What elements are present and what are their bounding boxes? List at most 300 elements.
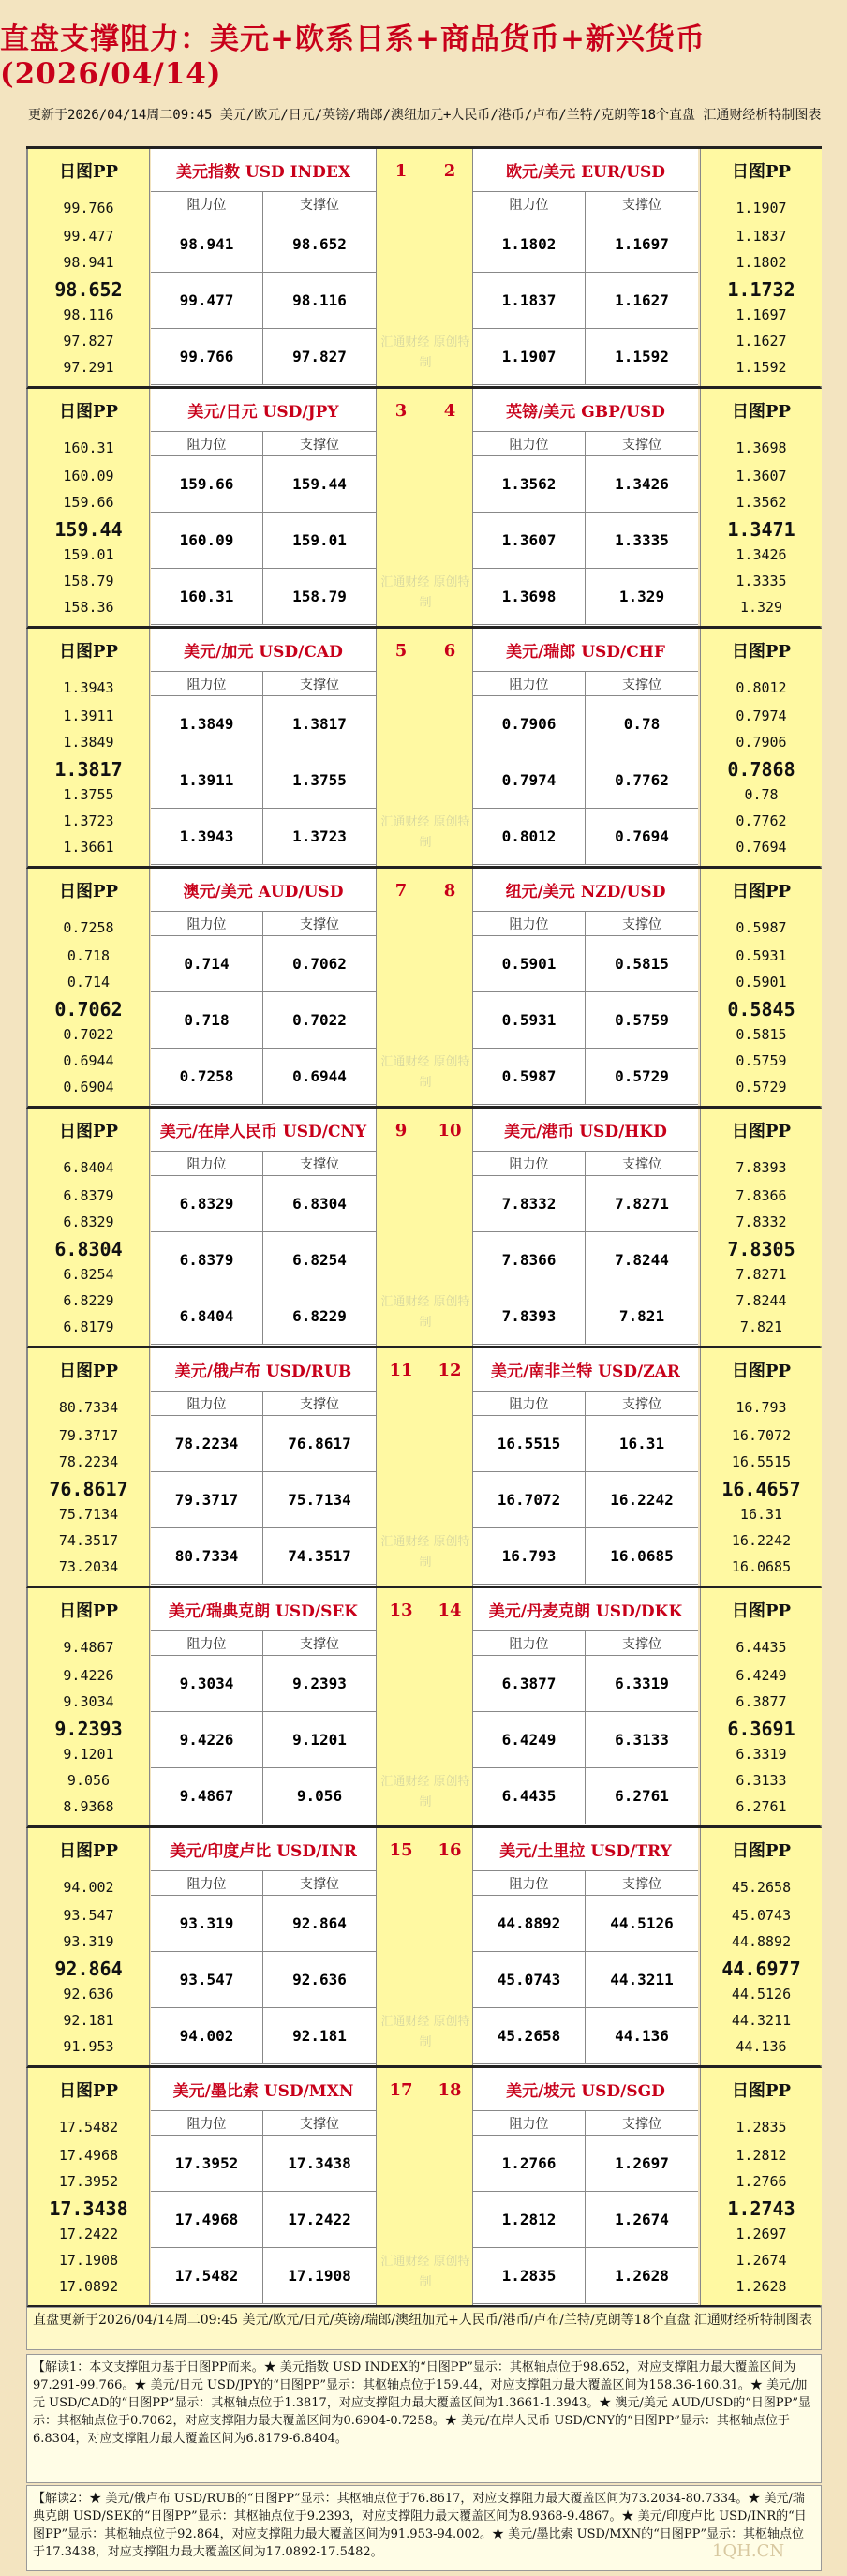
block-number-column xyxy=(376,1828,473,2065)
pp-level: 7.8271 xyxy=(736,1266,787,1283)
pp-level: 0.5987 xyxy=(736,919,787,936)
pp-level: 92.636 xyxy=(63,1986,114,2003)
resistance-value: 79.3717 xyxy=(151,1472,263,1528)
watermark-text: 汇通财经 原创特制 xyxy=(380,335,470,370)
support-value: 6.3133 xyxy=(586,1712,698,1768)
resistance-value: 6.3877 xyxy=(473,1656,586,1712)
support-value: 1.2674 xyxy=(586,2192,698,2248)
resistance-value: 1.2766 xyxy=(473,2136,586,2192)
pair-title: 英镑/美元 GBP/USD xyxy=(473,389,698,432)
pp-level: 73.2034 xyxy=(58,1558,119,1575)
support-header: 支撑位 xyxy=(586,192,698,216)
support-header: 支撑位 xyxy=(586,2111,698,2136)
support-value: 7.821 xyxy=(586,1288,698,1345)
pp-level: 98.941 xyxy=(63,254,114,271)
update-info: 更新于2026/04/14周二09:45 美元/欧元/日元/英镑/瑞郎/澳纽加元+人民币/港币/卢布/兰特/克朗等18个直盘 汇通财经析特制图表 xyxy=(28,108,822,123)
support-value: 16.0685 xyxy=(586,1528,698,1585)
pp-header: 日图PP xyxy=(731,2081,792,2101)
block-number: 13 xyxy=(389,1600,413,1620)
resistance-value: 0.7974 xyxy=(473,752,586,809)
pp-level: 1.3426 xyxy=(736,546,787,563)
resistance-header: 阻力位 xyxy=(473,1152,586,1176)
resistance-value: 6.4249 xyxy=(473,1712,586,1768)
block-number-column xyxy=(376,149,473,386)
pp-level: 6.4435 xyxy=(736,1639,787,1656)
pp-level: 1.2697 xyxy=(736,2226,787,2242)
support-value: 98.652 xyxy=(263,216,376,273)
daily-pp-column xyxy=(28,869,150,1106)
resistance-value: 1.3562 xyxy=(473,456,586,513)
support-header: 支撑位 xyxy=(263,1392,376,1416)
pp-level: 16.793 xyxy=(736,1399,787,1416)
level-table xyxy=(473,1828,698,2065)
resistance-value: 0.714 xyxy=(151,936,263,992)
support-value: 6.8304 xyxy=(263,1176,376,1232)
pp-level: 1.1907 xyxy=(736,200,787,216)
pair-title: 美元/港币 USD/HKD xyxy=(473,1109,698,1152)
pp-level: 0.5759 xyxy=(736,1052,787,1069)
pp-level: 159.01 xyxy=(63,546,114,563)
support-value: 17.3438 xyxy=(263,2136,376,2192)
pp-level: 17.4968 xyxy=(58,2147,119,2164)
pp-header: 日图PP xyxy=(58,1841,119,1861)
pp-level: 0.5729 xyxy=(736,1079,787,1095)
resistance-value: 9.4867 xyxy=(151,1768,263,1824)
resistance-value: 0.7258 xyxy=(151,1049,263,1105)
resistance-value: 9.4226 xyxy=(151,1712,263,1768)
support-value: 0.78 xyxy=(586,696,698,752)
block-number: 18 xyxy=(438,2079,462,2100)
pp-level: 1.3755 xyxy=(63,786,114,803)
pp-level: 0.6944 xyxy=(63,1052,114,1069)
resistance-value: 0.5901 xyxy=(473,936,586,992)
pair-block xyxy=(26,869,822,1109)
resistance-header: 阻力位 xyxy=(473,1871,586,1896)
support-value: 1.3817 xyxy=(263,696,376,752)
support-header: 支撑位 xyxy=(586,432,698,456)
block-number: 3 xyxy=(394,400,408,421)
support-value: 1.329 xyxy=(586,569,698,625)
pp-level: 0.7906 xyxy=(736,734,787,751)
level-table xyxy=(151,2068,376,2305)
support-value: 1.1697 xyxy=(586,216,698,273)
pp-level: 7.821 xyxy=(739,1318,783,1335)
pp-level: 93.547 xyxy=(63,1907,114,1924)
resistance-value: 16.793 xyxy=(473,1528,586,1585)
resistance-value: 1.3607 xyxy=(473,513,586,569)
support-value: 74.3517 xyxy=(263,1528,376,1585)
watermark-text: 汇通财经 原创特制 xyxy=(380,815,470,850)
pp-level: 1.3562 xyxy=(736,494,787,511)
pp-level: 0.78 xyxy=(744,786,779,803)
support-value: 158.79 xyxy=(263,569,376,625)
resistance-header: 阻力位 xyxy=(473,912,586,936)
resistance-value: 98.941 xyxy=(151,216,263,273)
resistance-value: 1.3911 xyxy=(151,752,263,809)
support-header: 支撑位 xyxy=(263,1871,376,1896)
resistance-header: 阻力位 xyxy=(473,192,586,216)
pp-level: 16.2242 xyxy=(731,1532,792,1549)
support-value: 44.136 xyxy=(586,2008,698,2064)
pair-title: 美元/南非兰特 USD/ZAR xyxy=(473,1348,698,1392)
level-table xyxy=(473,629,698,866)
pp-level: 6.3319 xyxy=(736,1746,787,1763)
pp-level: 158.79 xyxy=(63,573,114,589)
resistance-value: 7.8393 xyxy=(473,1288,586,1345)
pp-level: 97.291 xyxy=(63,359,114,376)
pair-title: 澳元/美元 AUD/USD xyxy=(151,869,376,912)
corner-watermark: 1QH.CN xyxy=(712,2541,785,2561)
level-table xyxy=(473,2068,698,2305)
pair-title: 美元/丹麦克朗 USD/DKK xyxy=(473,1588,698,1631)
resistance-value: 16.7072 xyxy=(473,1472,586,1528)
support-value: 92.636 xyxy=(263,1952,376,2008)
support-value: 7.8271 xyxy=(586,1176,698,1232)
pp-header: 日图PP xyxy=(58,2081,119,2101)
pp-level: 0.718 xyxy=(67,947,111,964)
pp-level: 45.2658 xyxy=(731,1879,792,1896)
pp-level: 6.8254 xyxy=(63,1266,114,1283)
pp-level: 9.1201 xyxy=(63,1746,114,1763)
pivot-point: 6.3691 xyxy=(727,1718,795,1740)
daily-pp-column xyxy=(700,1348,822,1586)
pp-level: 98.116 xyxy=(63,306,114,323)
resistance-value: 6.4435 xyxy=(473,1768,586,1824)
resistance-value: 17.5482 xyxy=(151,2248,263,2304)
pp-level: 17.0892 xyxy=(58,2278,119,2295)
pivot-point: 0.7868 xyxy=(727,758,795,781)
support-value: 17.1908 xyxy=(263,2248,376,2304)
resistance-value: 17.4968 xyxy=(151,2192,263,2248)
pp-level: 0.7974 xyxy=(736,707,787,724)
block-number-column xyxy=(376,629,473,866)
daily-pp-column xyxy=(700,2068,822,2305)
pp-level: 1.1592 xyxy=(736,359,787,376)
support-value: 0.5729 xyxy=(586,1049,698,1105)
support-value: 0.7022 xyxy=(263,992,376,1049)
resistance-value: 7.8332 xyxy=(473,1176,586,1232)
page-title: 直盘支撑阻力：美元+欧系日系+商品货币+新兴货币(2026/04/14) xyxy=(0,22,706,91)
watermark-text: 汇通财经 原创特制 xyxy=(380,2255,470,2289)
pp-level: 99.766 xyxy=(63,200,114,216)
daily-pp-column xyxy=(700,1588,822,1825)
resistance-value: 1.1837 xyxy=(473,273,586,329)
level-table xyxy=(151,1348,376,1586)
pp-level: 1.3698 xyxy=(736,439,787,456)
pp-level: 1.3943 xyxy=(63,679,114,696)
support-value: 0.5759 xyxy=(586,992,698,1049)
watermark-text: 汇通财经 原创特制 xyxy=(380,1535,470,1570)
pp-header: 日图PP xyxy=(731,1122,792,1141)
support-value: 9.2393 xyxy=(263,1656,376,1712)
pp-level: 80.7334 xyxy=(58,1399,119,1416)
resistance-value: 160.09 xyxy=(151,513,263,569)
pivot-grid xyxy=(26,146,822,2308)
pp-level: 16.7072 xyxy=(731,1427,792,1444)
pp-level: 0.8012 xyxy=(736,679,787,696)
pp-level: 1.2766 xyxy=(736,2173,787,2190)
support-value: 17.2422 xyxy=(263,2192,376,2248)
pp-level: 160.09 xyxy=(63,468,114,484)
pivot-point: 159.44 xyxy=(54,518,123,541)
block-number: 11 xyxy=(389,1360,413,1380)
level-table xyxy=(473,389,698,626)
support-header: 支撑位 xyxy=(586,912,698,936)
support-header: 支撑位 xyxy=(586,672,698,696)
daily-pp-column xyxy=(28,1109,150,1346)
pp-level: 9.056 xyxy=(67,1772,111,1789)
resistance-value: 1.2835 xyxy=(473,2248,586,2304)
level-table xyxy=(473,1348,698,1586)
pivot-point: 0.5845 xyxy=(727,998,795,1020)
support-value: 6.8254 xyxy=(263,1232,376,1288)
support-value: 1.3723 xyxy=(263,809,376,865)
pair-block xyxy=(26,1828,822,2068)
resistance-header: 阻力位 xyxy=(151,2111,263,2136)
pair-title: 美元/瑞郎 USD/CHF xyxy=(473,629,698,672)
daily-pp-column xyxy=(700,1109,822,1346)
block-number-column xyxy=(376,869,473,1106)
resistance-value: 78.2234 xyxy=(151,1416,263,1472)
support-value: 98.116 xyxy=(263,273,376,329)
block-number: 10 xyxy=(438,1120,462,1140)
block-number-column xyxy=(376,2068,473,2305)
support-value: 0.7062 xyxy=(263,936,376,992)
resistance-value: 45.2658 xyxy=(473,2008,586,2064)
support-value: 1.3426 xyxy=(586,456,698,513)
support-value: 16.2242 xyxy=(586,1472,698,1528)
pp-level: 6.8179 xyxy=(63,1318,114,1335)
pp-level: 44.5126 xyxy=(731,1986,792,2003)
pp-level: 9.4226 xyxy=(63,1667,114,1684)
resistance-value: 0.5931 xyxy=(473,992,586,1049)
resistance-value: 0.5987 xyxy=(473,1049,586,1105)
pp-header: 日图PP xyxy=(731,1601,792,1621)
pp-header: 日图PP xyxy=(731,1841,792,1861)
support-header: 支撑位 xyxy=(263,912,376,936)
resistance-header: 阻力位 xyxy=(151,1871,263,1896)
pivot-point: 98.652 xyxy=(54,278,123,301)
resistance-value: 99.766 xyxy=(151,329,263,385)
pp-header: 日图PP xyxy=(58,1122,119,1141)
support-value: 75.7134 xyxy=(263,1472,376,1528)
pair-title: 美元/瑞典克朗 USD/SEK xyxy=(151,1588,376,1631)
pp-level: 74.3517 xyxy=(58,1532,119,1549)
pp-level: 16.31 xyxy=(739,1506,783,1523)
pp-level: 160.31 xyxy=(63,439,114,456)
support-value: 0.7694 xyxy=(586,809,698,865)
resistance-value: 1.2812 xyxy=(473,2192,586,2248)
support-header: 支撑位 xyxy=(263,432,376,456)
pivot-point: 76.8617 xyxy=(49,1478,128,1500)
pp-level: 6.3133 xyxy=(736,1772,787,1789)
pair-title: 美元/墨比索 USD/MXN xyxy=(151,2068,376,2111)
pp-level: 93.319 xyxy=(63,1933,114,1950)
resistance-value: 1.1907 xyxy=(473,329,586,385)
pp-level: 94.002 xyxy=(63,1879,114,1896)
support-value: 159.01 xyxy=(263,513,376,569)
support-value: 44.3211 xyxy=(586,1952,698,2008)
pp-level: 44.8892 xyxy=(731,1933,792,1950)
pp-level: 45.0743 xyxy=(731,1907,792,1924)
pp-level: 7.8332 xyxy=(736,1214,787,1230)
block-number-column xyxy=(376,1109,473,1346)
level-table xyxy=(473,1588,698,1825)
pp-level: 16.0685 xyxy=(731,1558,792,1575)
support-value: 92.181 xyxy=(263,2008,376,2064)
pair-title: 美元/土里拉 USD/TRY xyxy=(473,1828,698,1871)
pp-level: 78.2234 xyxy=(58,1453,119,1470)
pp-level: 1.2835 xyxy=(736,2119,787,2136)
resistance-value: 44.8892 xyxy=(473,1896,586,1952)
commentary-1: 【解读1：本文支撑阻力基于日图PP而来。★ 美元指数 USD INDEX的“日图PP”显示：其枢轴点位于98.652，对应支撑阻力最大覆盖区间为97.291-99.766。★ 美元/日元 USD/JPY的“日图PP”显示：其枢轴点位于159.44，对应支撑阻力最大覆盖区间为158.36-160.31。★ 美元/加元 USD/CAD的“日图PP”显示：其枢轴点位于1.3817，对应支撑阻力最大覆盖区间为1.3661-1.3943。★ 澳元/美元 AUD/USD的“日图PP”显示：其枢轴点位于0.7062，对应支撑阻力最大覆盖区间为0.6904-0.7258。★ 美元/在岸人民币 USD/CNY的“日图PP”显示：其枢轴点位于6.8304，对应支撑阻力最大覆盖区间为6.8179-6.8404。 xyxy=(26,2354,822,2483)
support-value: 7.8244 xyxy=(586,1232,698,1288)
resistance-value: 80.7334 xyxy=(151,1528,263,1585)
support-value: 16.31 xyxy=(586,1416,698,1472)
pivot-point: 9.2393 xyxy=(54,1718,123,1740)
pair-title: 美元/加元 USD/CAD xyxy=(151,629,376,672)
block-number: 2 xyxy=(443,160,456,181)
pp-header: 日图PP xyxy=(58,882,119,901)
pp-level: 1.2812 xyxy=(736,2147,787,2164)
daily-pp-column xyxy=(700,149,822,386)
support-value: 9.1201 xyxy=(263,1712,376,1768)
pp-level: 1.1802 xyxy=(736,254,787,271)
level-table xyxy=(151,149,376,386)
pp-level: 1.2674 xyxy=(736,2252,787,2269)
pivot-point: 6.8304 xyxy=(54,1238,123,1260)
resistance-value: 159.66 xyxy=(151,456,263,513)
pivot-point: 17.3438 xyxy=(49,2197,128,2220)
daily-pp-column xyxy=(28,1828,150,2065)
resistance-value: 16.5515 xyxy=(473,1416,586,1472)
pair-title: 美元/坡元 USD/SGD xyxy=(473,2068,698,2111)
commentary-2: 【解读2：★ 美元/俄卢布 USD/RUB的“日图PP”显示：其枢轴点位于76.8617，对应支撑阻力最大覆盖区间为73.2034-80.7334。★ 美元/瑞典克朗 USD/SEK的“日图PP”显示：其枢轴点位于9.2393，对应支撑阻力最大覆盖区间为8.9368-9.4867。★ 美元/印度卢比 USD/INR的“日图PP”显示：其枢轴点位于92.864，对应支撑阻力最大覆盖区间为91.953-94.002。★ 美元/墨比索 USD/MXN的“日图PP”显示：其枢轴点位于17.3438，对应支撑阻力最大覆盖区间为17.0892-17.5482。 xyxy=(26,2485,822,2571)
pp-level: 1.329 xyxy=(739,599,783,616)
pp-level: 6.4249 xyxy=(736,1667,787,1684)
block-number: 7 xyxy=(394,880,408,901)
support-value: 6.3319 xyxy=(586,1656,698,1712)
pair-title: 美元/在岸人民币 USD/CNY xyxy=(151,1109,376,1152)
level-table xyxy=(473,1109,698,1346)
pp-header: 日图PP xyxy=(58,162,119,182)
support-value: 97.827 xyxy=(263,329,376,385)
pp-header: 日图PP xyxy=(731,882,792,901)
pp-level: 16.5515 xyxy=(731,1453,792,1470)
support-value: 1.1627 xyxy=(586,273,698,329)
pp-level: 9.3034 xyxy=(63,1693,114,1710)
pp-header: 日图PP xyxy=(731,642,792,662)
support-header: 支撑位 xyxy=(586,1871,698,1896)
pp-level: 17.5482 xyxy=(58,2119,119,2136)
block-number: 4 xyxy=(443,400,456,421)
block-number: 15 xyxy=(389,1839,413,1860)
daily-pp-column xyxy=(28,1588,150,1825)
pp-level: 99.477 xyxy=(63,228,114,245)
pp-level: 1.2628 xyxy=(736,2278,787,2295)
block-number: 16 xyxy=(438,1839,462,1860)
block-number-column xyxy=(376,1348,473,1586)
pair-title: 美元/日元 USD/JPY xyxy=(151,389,376,432)
support-value: 0.7762 xyxy=(586,752,698,809)
level-table xyxy=(151,1588,376,1825)
resistance-value: 0.718 xyxy=(151,992,263,1049)
pp-level: 9.4867 xyxy=(63,1639,114,1656)
pp-level: 0.714 xyxy=(67,974,111,990)
resistance-value: 6.8379 xyxy=(151,1232,263,1288)
pp-level: 1.3849 xyxy=(63,734,114,751)
pivot-point: 92.864 xyxy=(54,1958,123,1980)
support-value: 9.056 xyxy=(263,1768,376,1824)
pp-level: 6.3877 xyxy=(736,1693,787,1710)
pp-level: 0.5901 xyxy=(736,974,787,990)
pp-level: 6.8404 xyxy=(63,1159,114,1176)
pp-level: 0.7258 xyxy=(63,919,114,936)
block-number-column xyxy=(376,1588,473,1825)
support-value: 1.3755 xyxy=(263,752,376,809)
watermark-text: 汇通财经 原创特制 xyxy=(380,575,470,610)
pp-header: 日图PP xyxy=(58,1601,119,1621)
pp-level: 92.181 xyxy=(63,2012,114,2029)
pair-block xyxy=(26,149,822,389)
support-header: 支撑位 xyxy=(586,1631,698,1656)
block-number: 12 xyxy=(438,1360,462,1380)
pivot-point: 1.2743 xyxy=(727,2197,795,2220)
resistance-header: 阻力位 xyxy=(151,1152,263,1176)
pp-level: 1.1697 xyxy=(736,306,787,323)
pair-title: 美元指数 USD INDEX xyxy=(151,149,376,192)
pp-level: 0.5815 xyxy=(736,1026,787,1043)
support-value: 0.6944 xyxy=(263,1049,376,1105)
support-value: 1.2628 xyxy=(586,2248,698,2304)
pp-header: 日图PP xyxy=(731,1362,792,1381)
daily-pp-column xyxy=(700,389,822,626)
pp-level: 0.7694 xyxy=(736,839,787,856)
daily-pp-column xyxy=(28,389,150,626)
resistance-header: 阻力位 xyxy=(473,432,586,456)
support-header: 支撑位 xyxy=(263,672,376,696)
pp-header: 日图PP xyxy=(58,1362,119,1381)
daily-pp-column xyxy=(28,2068,150,2305)
resistance-value: 1.1802 xyxy=(473,216,586,273)
level-table xyxy=(151,389,376,626)
resistance-header: 阻力位 xyxy=(151,432,263,456)
resistance-header: 阻力位 xyxy=(473,1631,586,1656)
resistance-value: 45.0743 xyxy=(473,1952,586,2008)
block-number: 1 xyxy=(394,160,408,181)
pp-level: 44.3211 xyxy=(731,2012,792,2029)
resistance-value: 17.3952 xyxy=(151,2136,263,2192)
pp-level: 1.3661 xyxy=(63,839,114,856)
pp-level: 1.3607 xyxy=(736,468,787,484)
pair-title: 美元/印度卢比 USD/INR xyxy=(151,1828,376,1871)
pp-level: 0.5931 xyxy=(736,947,787,964)
block-number: 17 xyxy=(389,2079,413,2100)
daily-pp-column xyxy=(28,1348,150,1586)
support-value: 6.2761 xyxy=(586,1768,698,1824)
pp-level: 7.8366 xyxy=(736,1187,787,1204)
daily-pp-column xyxy=(700,1828,822,2065)
resistance-value: 0.8012 xyxy=(473,809,586,865)
pp-level: 97.827 xyxy=(63,333,114,350)
pp-level: 17.1908 xyxy=(58,2252,119,2269)
support-value: 44.5126 xyxy=(586,1896,698,1952)
resistance-header: 阻力位 xyxy=(151,912,263,936)
pair-block xyxy=(26,629,822,869)
resistance-value: 1.3849 xyxy=(151,696,263,752)
pair-title: 欧元/美元 EUR/USD xyxy=(473,149,698,192)
pivot-point: 0.7062 xyxy=(54,998,123,1020)
